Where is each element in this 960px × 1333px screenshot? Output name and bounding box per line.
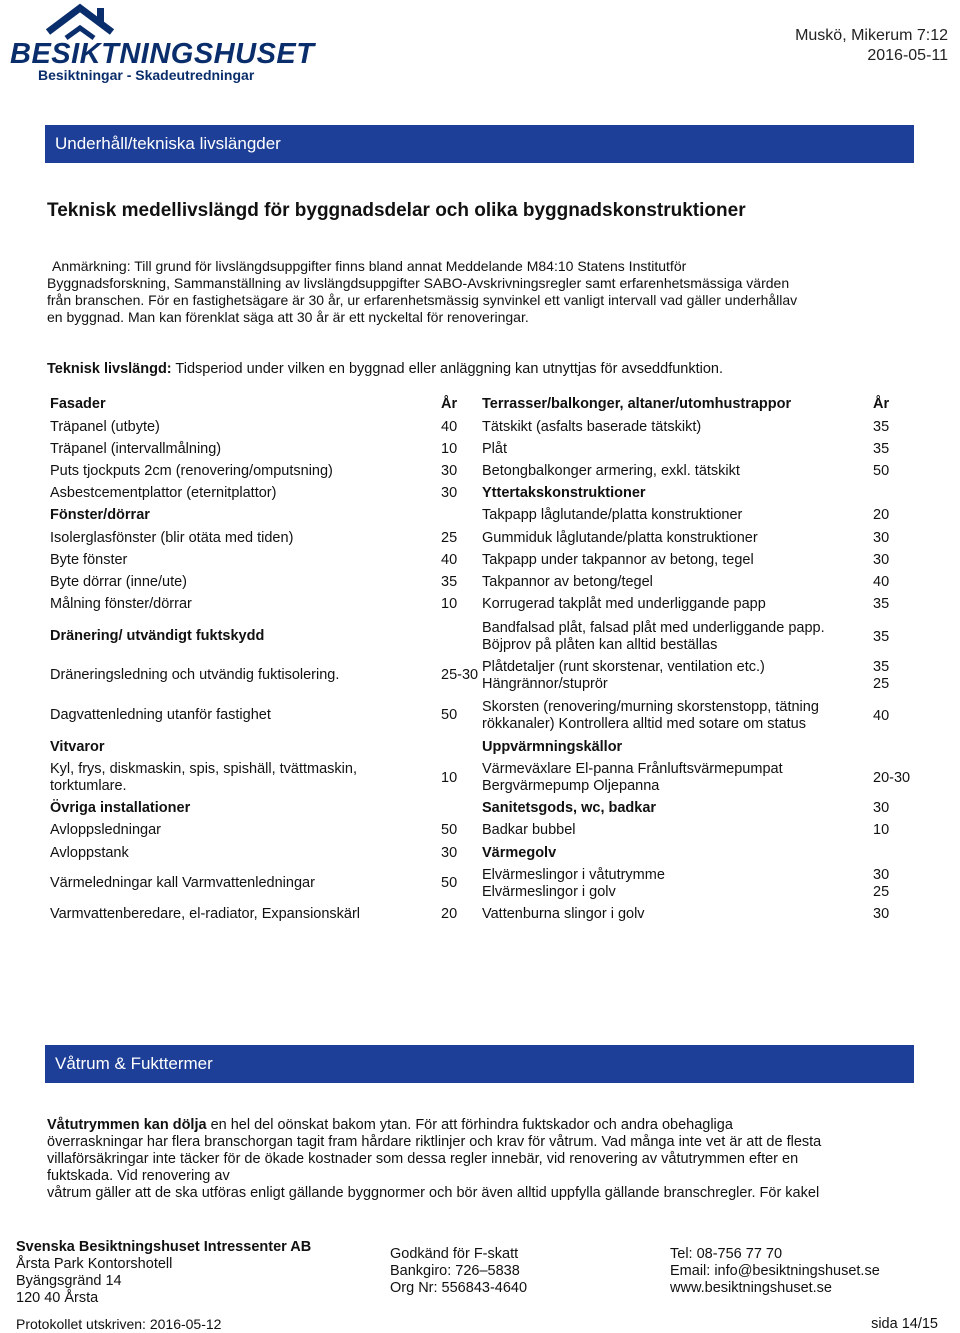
table-row-years: 30 [441, 463, 458, 479]
table-row-years: 35 [873, 659, 890, 675]
table-row-label: Sanitetsgods, wc, badkar [482, 800, 657, 816]
table-row-years: 40 [441, 419, 458, 435]
table-row-label: Avloppsledningar [50, 822, 161, 838]
tax-status: Godkänd för F-skatt [390, 1246, 519, 1262]
definition-term: Teknisk livslängd: [47, 361, 172, 377]
inspection-date: 2016-05-11 [867, 47, 948, 64]
table-row-label: Tätskikt (asfalts baserade tätskikt) [482, 419, 702, 435]
table-row-label-line2: Elvärmeslingor i golv [482, 884, 616, 900]
table-row-years: 35 [873, 441, 890, 457]
table-row-label-line2: Hängrännor/stuprör [482, 676, 608, 692]
table-row-label-line2: Bergvärmepump Oljepanna [482, 778, 660, 794]
table-row-label: Takpapp låglutande/platta konstruktioner [482, 507, 743, 523]
table-row-label: Varmvattenberedare, el-radiator, Expansionskärl [50, 906, 361, 922]
table-row-label: Betongbalkonger armering, exkl. tätskikt [482, 463, 740, 479]
table-row-label: Byte fönster [50, 552, 128, 568]
wet-room-lead: Våtutrymmen kan dölja [47, 1117, 207, 1133]
email: Email: info@besiktningshuset.se [670, 1263, 880, 1279]
table-row-years: År [441, 396, 458, 412]
table-row-label: Fasader [50, 396, 106, 412]
table-row-label: Yttertakskonstruktioner [482, 485, 646, 501]
table-row-label: Asbestcementplattor (eternitplattor) [50, 485, 277, 501]
table-row-label: Fönster/dörrar [50, 507, 150, 523]
bankgiro: Bankgiro: 726–5838 [390, 1263, 520, 1279]
table-row-years: 20-30 [873, 770, 911, 786]
wet-room-line: våtrum gäller att de ska utföras enligt gällande byggnormer och bör även alltid uppfylla gällande branschregler. För kakel [47, 1185, 820, 1201]
table-row-label: Takpapp under takpannor av betong, tegel [482, 552, 754, 568]
table-row-years: 35 [873, 629, 890, 645]
page-number: sida 14/15 [871, 1316, 938, 1332]
table-row-years: 10 [441, 596, 458, 612]
section-title: Teknisk medellivslängd för byggnadsdelar och olika byggnadskonstruktioner [47, 200, 746, 221]
table-row-label: Vitvaror [50, 739, 105, 755]
table-row-label: Terrasser/balkonger, altaner/utomhustrappor [482, 396, 792, 412]
table-row-label: Badkar bubbel [482, 822, 576, 838]
wet-room-line: överraskningar har flera branschorgan tagit fram hårdare riktlinjer och krav för våtrum. Vad många inte vet är att de flesta [47, 1134, 822, 1150]
wet-room-line: Våtutrymmen kan dölja en hel del oönskat bakom ytan. För att förhindra fuktskador och andra obehagliga [47, 1117, 733, 1133]
table-row-label: Vattenburna slingor i golv [482, 906, 645, 922]
table-row-years: 35 [873, 419, 890, 435]
table-row-years: 10 [873, 822, 890, 838]
table-row-label: Puts tjockputs 2cm (renovering/omputsning) [50, 463, 333, 479]
table-row-years: 50 [873, 463, 890, 479]
table-row-years: År [873, 396, 890, 412]
logo-name: BESIKTNINGSHUSET [10, 38, 315, 70]
table-row-years: 50 [441, 875, 458, 891]
section-bar-wet-rooms: Våtrum & Fukttermer [45, 1045, 914, 1083]
address-line: Årsta Park Kontorshotell [16, 1256, 173, 1272]
company-name: Svenska Besiktningshuset Intressenter AB [16, 1239, 312, 1255]
table-row-label: Dagvattenledning utanför fastighet [50, 707, 271, 723]
address-line: Byängsgränd 14 [16, 1273, 122, 1289]
table-row-label: Målning fönster/dörrar [50, 596, 192, 612]
property-location: Muskö, Mikerum 7:12 [795, 27, 948, 44]
table-row-years: 20 [873, 507, 890, 523]
table-row-label-line2: rökkanaler) Kontrollera alltid med sotare om status [482, 716, 806, 732]
remark-line: från branschen. För en fastighetsägare är 30 år, ur erfarenhetsmässig synvinkel ett vanligt intervall vad gäller underhållav [47, 292, 798, 308]
wet-room-paragraph [47, 1117, 917, 1202]
table-row-label: Korrugerad takplåt med underliggande papp [482, 596, 766, 612]
table-row-label: Skorsten (renovering/murning skorstenstopp, tätning [482, 699, 819, 715]
table-row-label: Värmeväxlare El-panna Frånluftsvärmepumpat [482, 761, 783, 777]
table-row-years: 40 [873, 574, 890, 590]
table-row-years: 30 [873, 867, 890, 883]
table-row-label: Plåtdetaljer (runt skorstenar, ventilation etc.) [482, 659, 765, 675]
website: www.besiktningshuset.se [670, 1280, 832, 1296]
table-row-years: 10 [441, 441, 458, 457]
table-row-label: Avloppstank [50, 845, 129, 861]
table-row-label: Övriga installationer [50, 800, 191, 816]
table-row-label: Dränering/ utvändigt fuktskydd [50, 628, 265, 644]
table-row-years: 10 [441, 770, 458, 786]
lifespan-definition [47, 361, 723, 377]
table-row-label: Bandfalsad plåt, falsad plåt med underliggande papp. [482, 620, 825, 636]
table-row-label: Byte dörrar (inne/ute) [50, 574, 188, 590]
table-row-years: 50 [441, 707, 458, 723]
table-row-years: 30 [441, 845, 458, 861]
table-row-label: Gummiduk låglutande/platta konstruktioner [482, 530, 758, 546]
table-row-label: Värmegolv [482, 845, 557, 861]
wet-room-line: villaförsäkringar inte täcker för de ökade kostnader som dessa regler innebär, vid renovering av våtutrymmen efter en [47, 1151, 799, 1167]
table-row-years: 35 [441, 574, 458, 590]
table-row-years: 20 [441, 906, 458, 922]
remark-line: en byggnad. Man kan förenklat säga att 30 år är ett nyckeltal för renoveringar. [47, 309, 529, 325]
org-number: Org Nr: 556843-4640 [390, 1280, 528, 1296]
table-row-years: 25 [441, 530, 458, 546]
table-row-years: 35 [873, 596, 890, 612]
address-line: 120 40 Årsta [16, 1290, 99, 1306]
table-row-label: Dräneringsledning och utvändig fuktisolering. [50, 667, 340, 683]
logo-tagline: Besiktningar - Skadeutredningar [38, 67, 255, 83]
table-row-label: Träpanel (utbyte) [50, 419, 160, 435]
table-row-years: 30 [873, 800, 890, 816]
phone: Tel: 08-756 77 70 [670, 1246, 783, 1262]
table-row-years: 30 [873, 552, 890, 568]
remark-line: Anmärkning: Till grund för livslängdsuppgifter finns bland annat Meddelande M84:10 Statens Institutför [52, 258, 687, 274]
table-row-label: Isolerglasfönster (blir otäta med tiden) [50, 530, 294, 546]
table-row-years: 30 [873, 906, 890, 922]
table-row-label: Träpanel (intervallmålning) [50, 441, 222, 457]
table-row-label: Takpannor av betong/tegel [482, 574, 653, 590]
table-row-years: 40 [441, 552, 458, 568]
table-row-years-line2: 25 [873, 884, 890, 900]
footer-company [16, 1239, 311, 1307]
wet-room-line: fuktskada. Vid renovering av [47, 1168, 230, 1184]
printed-date: Protokollet utskriven: 2016-05-12 [16, 1316, 222, 1332]
table-row-years: 50 [441, 822, 458, 838]
footer-contact [670, 1246, 880, 1297]
remark-paragraph [47, 258, 917, 326]
table-row-years: 40 [873, 708, 890, 724]
table-row-label: Kyl, frys, diskmaskin, spis, spishäll, tvättmaskin, [50, 761, 357, 777]
table-row-years: 25-30 [441, 667, 479, 683]
table-row-label: Värmeledningar kall Varmvattenledningar [50, 875, 315, 891]
table-row-years: 30 [441, 485, 458, 501]
table-row-label-line2: Böjprov på plåten kan alltid beställas [482, 637, 718, 653]
remark-line: Byggnadsforskning, Sammanställning av livslängdsuppgifter SABO-Avskrivningsregler samt erfarenhetsmässiga värden [47, 275, 790, 291]
table-row-years: 30 [873, 530, 890, 546]
table-row-label: Elvärmeslingor i våtutrymme [482, 867, 665, 883]
definition-text: Tidsperiod under vilken en byggnad eller anläggning kan utnyttjas för avseddfunktion. [171, 361, 724, 377]
footer-tax-info [390, 1246, 527, 1297]
table-row-label: Plåt [482, 441, 507, 457]
table-row-label: Uppvärmningskällor [482, 739, 623, 755]
table-row-years-line2: 25 [873, 676, 890, 692]
table-row-label-line2: torktumlare. [50, 778, 127, 794]
section-bar-maintenance: Underhåll/tekniska livslängder [45, 125, 914, 163]
